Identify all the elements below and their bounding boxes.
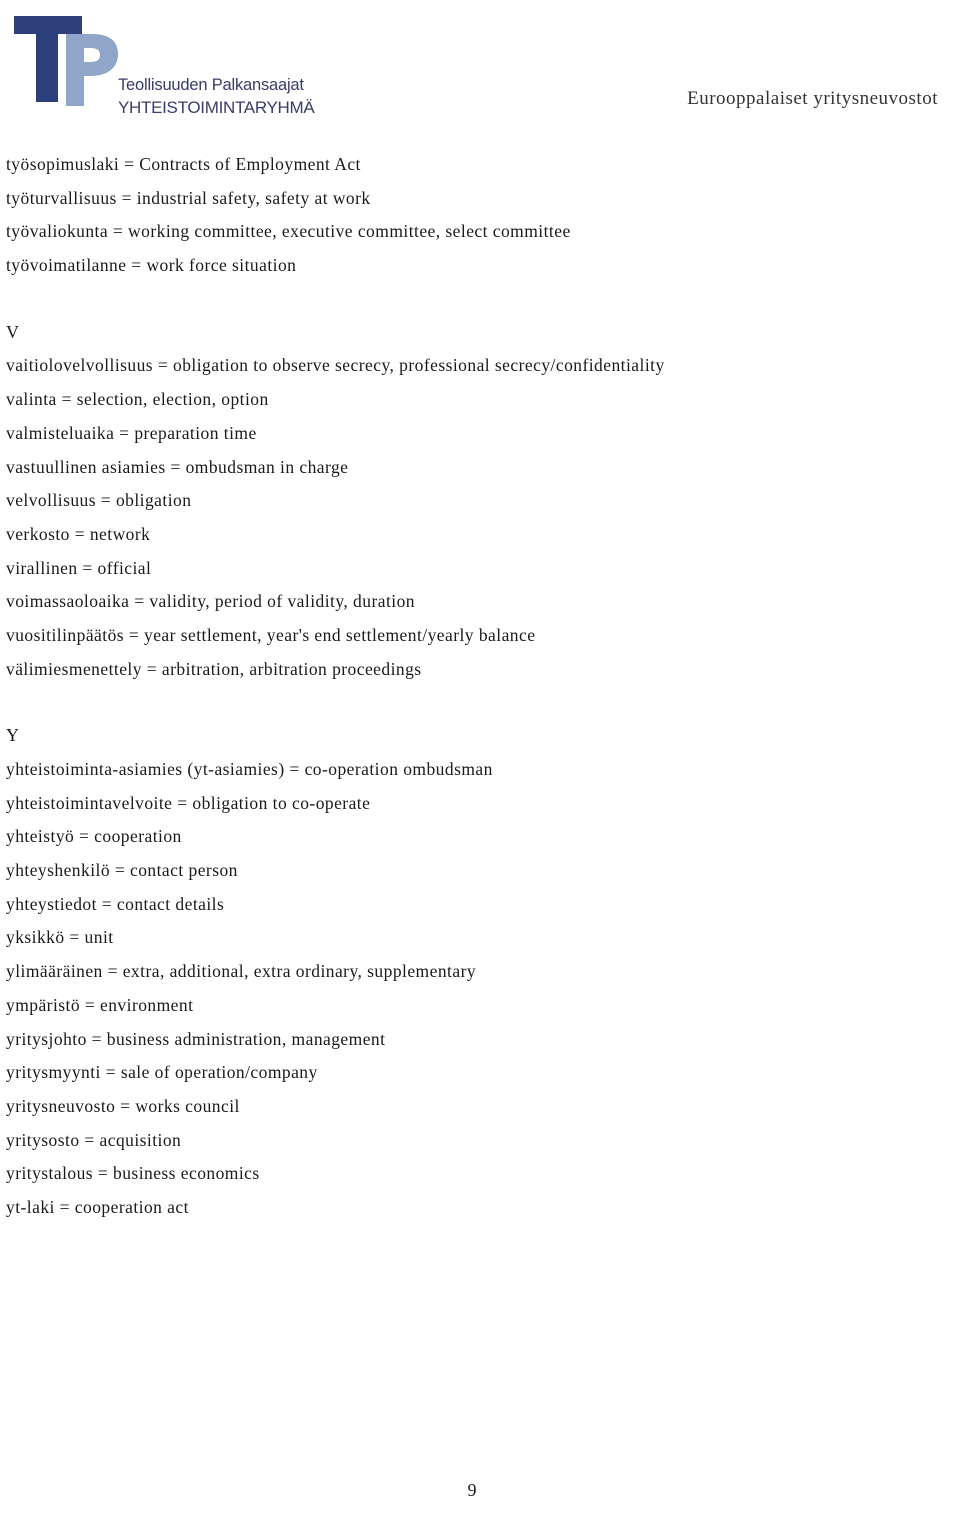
glossary-entry: yritysmyynti = sale of operation/company [6,1062,318,1083]
glossary-entry: yhteistyö = cooperation [6,826,182,847]
glossary-entry: vuositilinpäätös = year settlement, year's end settlement/yearly balance [6,624,536,645]
section-letter: Y [6,725,19,746]
glossary-entry: yhteystiedot = contact details [6,893,225,914]
glossary-entry: yritysjohto = business administration, management [6,1028,386,1049]
page-number: 9 [467,1480,477,1500]
section-spacer [6,686,946,719]
glossary-entry: työvaliokunta = working committee, executive committee, select committee [6,221,571,242]
glossary-entry: vaitiolovelvollisuus = obligation to observe secrecy, professional secrecy/confidentiality [6,355,665,376]
glossary-entry: ympäristö = environment [6,994,194,1015]
glossary [6,148,946,1225]
org-subtitle: YHTEISTOIMINTARYHMÄ [118,98,315,117]
glossary-entry: yhteistoimintavelvoite = obligation to co-operate [6,792,371,813]
glossary-entry: valinta = selection, election, option [6,389,269,410]
glossary-entry: yritysosto = acquisition [6,1129,182,1150]
glossary-entry: yhteistoiminta-asiamies (yt-asiamies) = co-operation ombudsman [6,759,493,779]
glossary-entry: virallinen = official [6,557,152,578]
glossary-entry: yritystalous = business economics [6,1163,260,1184]
glossary-section-v [6,316,946,687]
glossary-entry: voimassaoloaika = validity, period of validity, duration [6,591,415,612]
org-name: Teollisuuden Palkansaajat [118,76,304,94]
glossary-entry: velvollisuus = obligation [6,490,192,511]
glossary-entry: verkosto = network [6,523,151,544]
section-letter: V [6,321,19,342]
glossary-entry: yritysneuvosto = works council [6,1095,240,1116]
glossary-section-y [6,719,946,1224]
glossary-entry: työvoimatilanne = work force situation [6,255,297,276]
glossary-entry: välimiesmenettely = arbitration, arbitration proceedings [6,658,422,679]
tp-logo [14,14,315,117]
section-spacer [6,283,946,316]
glossary-entry: yt-laki = cooperation act [6,1196,189,1217]
page-header [0,0,960,120]
glossary-entry: työturvallisuus = industrial safety, safety at work [6,187,371,208]
glossary-section [6,148,946,283]
tp-logo-mark [14,14,124,114]
glossary-entry: yhteyshenkilö = contact person [6,860,238,881]
glossary-entry: yksikkö = unit [6,927,114,948]
document-title: Eurooppalaiset yritysneuvostot [687,88,938,109]
glossary-entry: vastuullinen asiamies = ombudsman in charge [6,456,349,477]
glossary-entry: valmisteluaika = preparation time [6,422,257,443]
glossary-entry: ylimääräinen = extra, additional, extra ordinary, supplementary [6,961,477,982]
glossary-entry: työsopimuslaki = Contracts of Employment Act [6,154,361,174]
